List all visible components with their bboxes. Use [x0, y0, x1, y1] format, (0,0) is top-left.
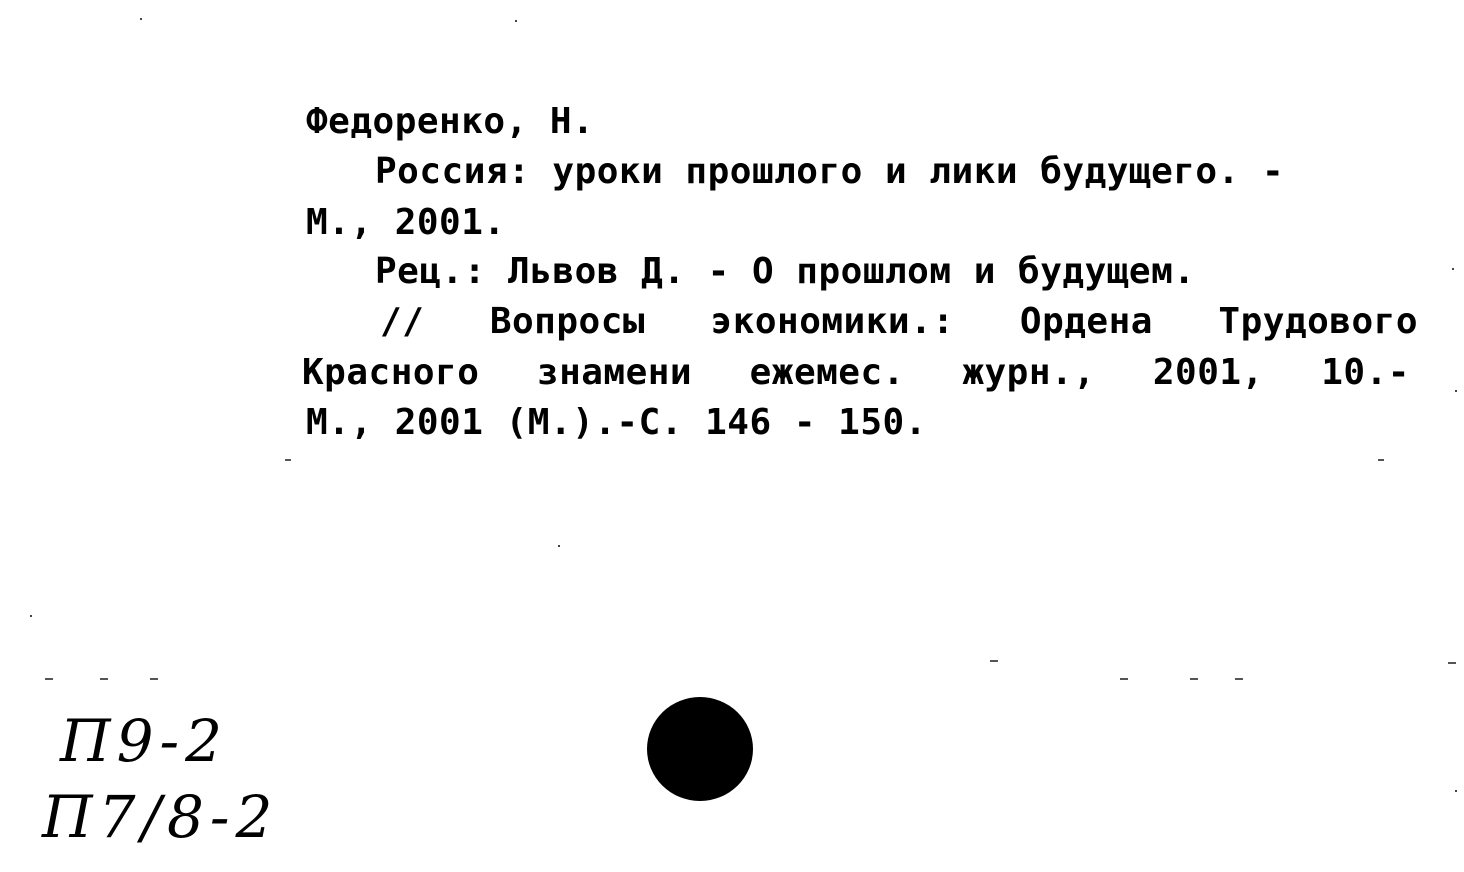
source-word: ежемес. [749, 352, 905, 393]
source-word: 10.- [1321, 352, 1410, 393]
source-word: Вопросы [489, 301, 646, 342]
scan-speck [1455, 390, 1457, 392]
scan-dash [1190, 678, 1198, 680]
card-title-line-2: М., 2001. [306, 202, 506, 243]
card-title-line-1 [375, 151, 1415, 192]
scan-dash [1448, 662, 1456, 664]
scan-speck [1455, 790, 1457, 792]
card-review-line: Рец.: Львов Д. - О прошлом и будущем. [375, 251, 1196, 292]
handwritten-code-2: П7/8-2 [42, 783, 279, 851]
card-author: Федоренко, Н. [306, 101, 595, 142]
scan-dash [1378, 459, 1384, 461]
source-word: Трудового [1218, 301, 1418, 342]
scan-speck [30, 615, 32, 617]
scan-dash [45, 678, 53, 680]
scan-dash [150, 678, 158, 680]
card-source-line-2 [302, 352, 1410, 393]
source-word: экономики.: [710, 301, 955, 342]
punch-hole [647, 697, 753, 801]
title-text: Россия: уроки прошлого и лики будущего. - [375, 151, 1285, 192]
scan-dash [1120, 678, 1128, 680]
scan-dash [990, 660, 998, 662]
scan-dash [1235, 678, 1243, 680]
scan-dash [100, 678, 108, 680]
source-word: 2001, [1152, 352, 1264, 393]
scan-speck [140, 18, 142, 20]
source-word: // [380, 301, 425, 342]
source-word: знамени [536, 352, 693, 393]
card-source-line-3: М., 2001 (М.).-С. 146 - 150. [306, 402, 927, 443]
source-word: журн., [962, 352, 1096, 393]
scan-speck [1452, 268, 1454, 270]
handwritten-code-1: П9-2 [60, 707, 228, 775]
scan-dash [285, 459, 291, 461]
source-word: Ордена [1019, 301, 1153, 342]
source-word: Красного [302, 352, 480, 393]
scan-speck [558, 545, 560, 547]
scan-speck [515, 20, 517, 22]
card-source-line-1 [380, 301, 1418, 342]
